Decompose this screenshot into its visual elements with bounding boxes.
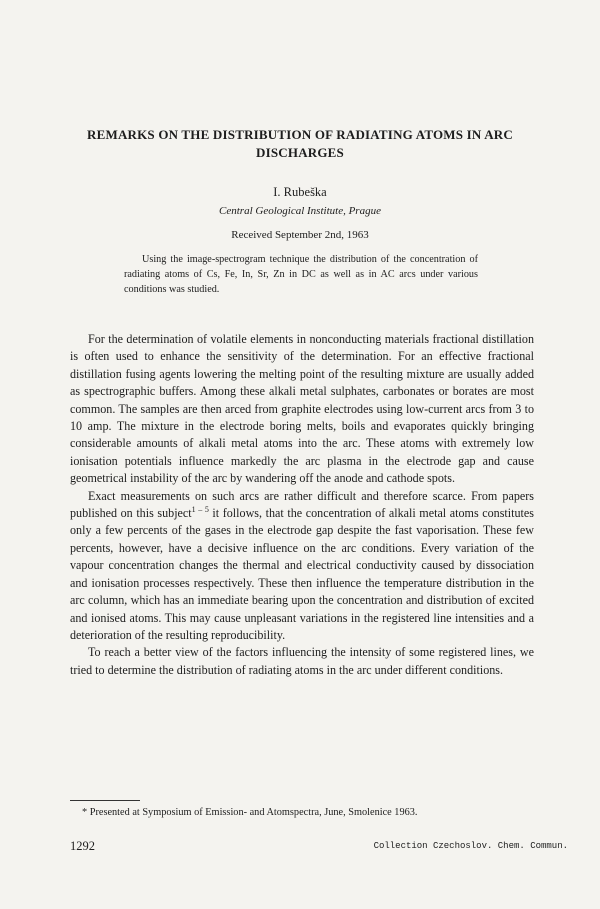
abstract: Using the image-spectrogram technique the distribution of the concentration of radiating atoms of Cs, Fe, In, Sr, Zn in DC as well as in AC arcs under various conditions was studied. bbox=[124, 254, 478, 295]
article-title: REMARKS ON THE DISTRIBUTION OF RADIATING ATOMS IN ARC DISCHARGES bbox=[87, 127, 513, 160]
article-body bbox=[70, 331, 534, 679]
paragraph-text: it follows, that the concentration of alkali metal atoms constitutes only a few percents of the gases in the electrode gap despite the fast vaporisation. These few percents, however, have a decisive influence on the arc conditions. Every variation of the vapour concentration changes the thermal and electrical conductivity caused by dissociation and ionisation processes respectively. These then influence the temperature distribution in the arc column, which has an immediate bearing upon the concentration and distribution of excited and ionised atoms. This may cause unpleasant variations in the registered line intensities and a deterioration of the resulting reproducibility. bbox=[70, 506, 534, 642]
footnote: * Presented at Symposium of Emission- and Atomspectra, June, Smolenice 1963. bbox=[82, 807, 418, 818]
page-number: 1292 bbox=[70, 839, 95, 853]
body-paragraph-1: For the determination of volatile elements in nonconducting materials fractional distillation is often used to enhance the sensitivity of the determination. For an effective fractional distillation fusing agents lowering the melting point of the resulting mixture are usually added as spectrographic buffers. Among these alkali metal sulphates, carbonates or borates are most common. The samples are then arced from graphite electrodes using low-current arcs from 3 to 10 amp. The mixture in the electrode boring melts, boils and evaporates quickly bringing considerable amounts of alkali metal atoms into the arc. These atoms with extremely low ionisation potentials influence markedly the arc plasma in the electrode gap and cause geometrical instability of the arc by wandering off the anode and cathode spots. bbox=[70, 332, 534, 486]
author-name: I. Rubeška bbox=[273, 185, 327, 199]
paragraph-text: Exact measurements on such arcs are rather difficult and therefore scarce. From papers published on this subject bbox=[70, 488, 534, 521]
reference-superscript: 1 – 5 bbox=[191, 505, 209, 515]
footnote-rule bbox=[70, 800, 140, 801]
received-date: Received September 2nd, 1963 bbox=[231, 229, 369, 241]
body-paragraph-3: To reach a better view of the factors influencing the intensity of some registered lines, we tried to determine the distribution of radiating atoms in the arc under different conditions. bbox=[70, 645, 534, 677]
journal-name: Collection Czechoslov. Chem. Commun. bbox=[373, 841, 568, 851]
body-paragraph-2 bbox=[70, 488, 534, 645]
author-affiliation: Central Geological Institute, Prague bbox=[219, 205, 381, 217]
